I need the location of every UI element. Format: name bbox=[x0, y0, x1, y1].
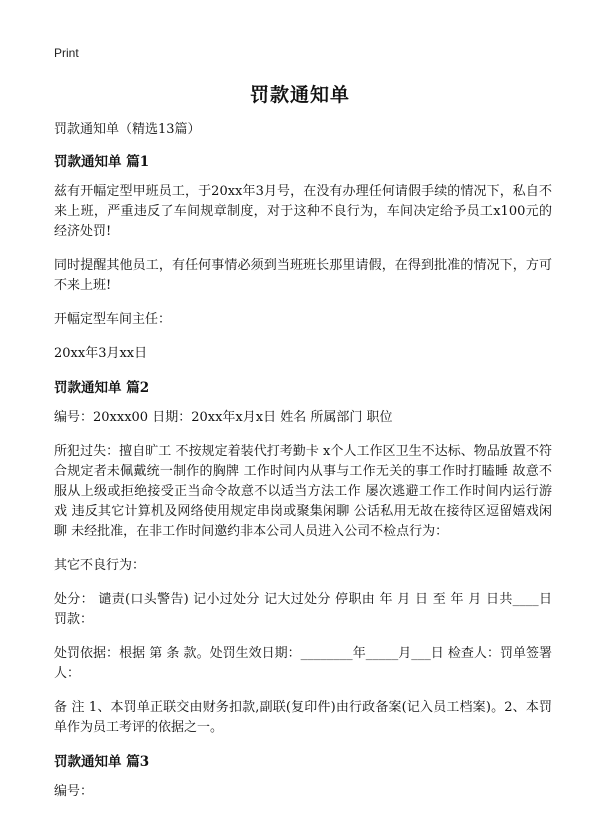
page-title: 罚款通知单 bbox=[249, 84, 350, 106]
section-1-paragraph-1: 兹有开幅定型甲班员工，于20xx年3月号，在没有办理任何请假手续的情况下，私自不来上班，严重违反了车间规章制度，对于这种不良行为，车间决定给予员工x100元的经济处罚! bbox=[54, 184, 552, 239]
section-2-paragraph-4: 处分： 谴责(口头警告) 记小过处分 记大过处分 停职由 年 月 日 至 年 月 日共____日 罚款： bbox=[54, 592, 552, 627]
section-heading-1: 罚款通知单 篇1 bbox=[54, 154, 150, 170]
section-heading-3: 罚款通知单 篇3 bbox=[54, 754, 150, 770]
section-heading-2: 罚款通知单 篇2 bbox=[54, 380, 150, 396]
section-2-paragraph-1: 编号：20xxx00 日期：20xx年x月x日 姓名 所属部门 职位 bbox=[54, 410, 393, 425]
document-subtitle: 罚款通知单（精选13篇） bbox=[54, 122, 201, 137]
document-body bbox=[54, 120, 552, 816]
section-2-paragraph-6: 备 注 1、本罚单正联交由财务扣款,副联(复印件)由行政备案(记入员工档案)。2、本罚单作为员工考评的依据之一。 bbox=[54, 700, 552, 735]
section-2-paragraph-2: 所犯过失：擅自旷工 不按规定着装代打考勤卡 x个人工作区卫生不达标、物品放置不符合规定者未佩戴统一制作的胸牌 工作时间内从事与工作无关的事工作时打瞌睡 故意不服从上级或拒绝接受正当命令故意不以适当方法工作 屡次逃避工作工作时间内运行游戏 违反其它计算机及网络使用规定串岗或聚集闲聊 公话私用无故在接待区逗留嬉戏闲聊 未经批准，在非工作时间邀约非本公司人员进入公司不检点行为： bbox=[54, 444, 552, 539]
section-2-paragraph-3: 其它不良行为： bbox=[54, 558, 146, 573]
section-1-date: 20xx年3月xx日 bbox=[54, 346, 148, 361]
section-1-paragraph-2: 同时提醒其他员工，有任何事情必须到当班班长那里请假，在得到批准的情况下，方可不来上班! bbox=[54, 258, 552, 293]
section-1-signer: 开幅定型车间主任： bbox=[54, 312, 172, 327]
print-label: Print bbox=[54, 46, 79, 60]
section-3-paragraph-1: 编号： bbox=[54, 784, 94, 799]
section-2-paragraph-5: 处罚依据：根据 第 条 款。处罚生效日期：________年_____月___日 检查人：罚单签署人： bbox=[54, 646, 552, 681]
